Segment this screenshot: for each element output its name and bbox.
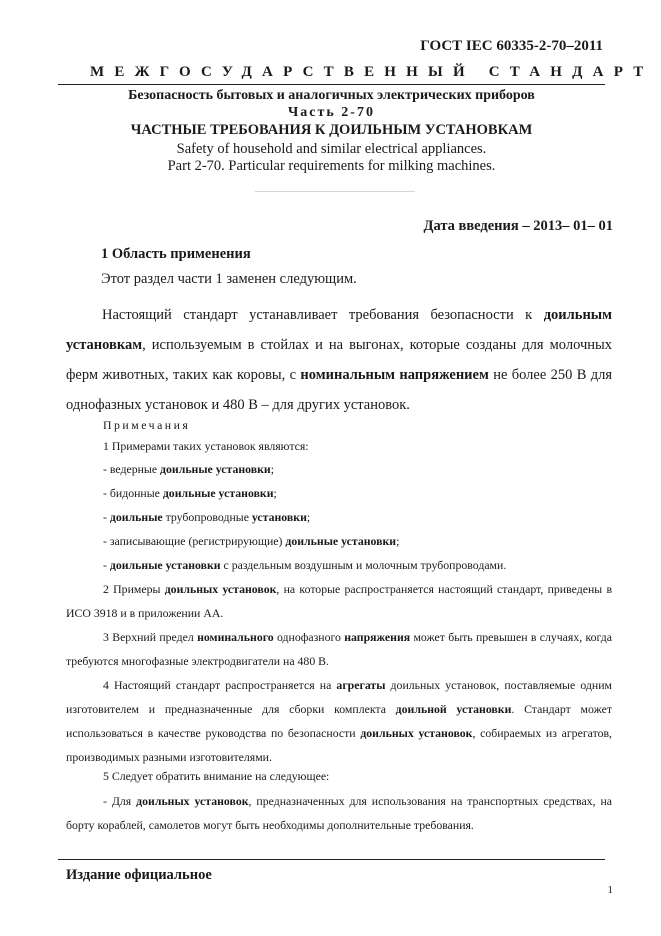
section-replaced-line: Этот раздел части 1 заменен следующим. [101,271,357,287]
note-4: 4 Настоящий стандарт распространяется на агрегаты доильных установок, поставляемые одним изготовителем и предназначенные для сборки комплекта доильной установки. Стандарт может использоваться в качестве руководства по безопасности доильных установок, собираемых из агрегатов, производимых разными изготовителями. [66,678,613,764]
section-heading: 1 Область применения [101,246,251,262]
official-edition-label: Издание официальное [66,867,212,883]
list-item: - доильные установки с раздельным воздушным и молочным трубопроводами. [103,558,507,572]
title-line-1: Безопасность бытовых и аналогичных электрических приборов [128,88,535,103]
note-5-item: - Для доильных установок, предназначенных для использования на транспортных средствах, на борту кораблей, самолетов могут быть необходимы дополнительные требования. [66,794,613,832]
faint-divider [255,191,415,192]
list-item: - ведерные доильные установки; [103,462,275,476]
list-item: - записывающие (регистрирующие) доильные установки; [103,534,400,548]
title-part: Часть 2-70 [288,105,375,120]
top-divider [58,84,605,85]
scope-paragraph: Настоящий стандарт устанавливает требования безопасности к доильным установкам, используемым в стойлах и на выгонах, которые созданы для молочных ферм животных, таких как коровы, с номинальным напряжением не более 250 В для однофазных установок и 480 В – для других установок. [66,307,613,413]
bottom-divider [58,859,605,860]
document-code: ГОСТ IEC 60335-2-70–2011 [420,38,603,54]
page-number: 1 [607,884,613,896]
introduction-date: Дата введения – 2013– 01– 01 [423,218,613,234]
notes-heading: Примечания [103,418,191,432]
interstate-standard-label: МЕЖГОСУДАРСТВЕННЫЙ СТАНДАРТ [90,64,654,80]
title-main: ЧАСТНЫЕ ТРЕБОВАНИЯ К ДОИЛЬНЫМ УСТАНОВКАМ [130,122,533,138]
note-5-intro: 5 Следует обратить внимание на следующее: [103,769,330,783]
list-item: - бидонные доильные установки; [103,486,277,500]
title-english-2: Part 2-70. Particular requirements for milking machines. [167,158,496,174]
note-1-intro: 1 Примерами таких установок являются: [103,439,309,453]
list-item: - доильные трубопроводные установки; [103,510,311,524]
title-english-1: Safety of household and similar electrical appliances. [176,141,487,157]
note-3: 3 Верхний предел номинального однофазного напряжения может быть превышен в случаях, когда требуются многофазные электродвигатели на 480 В. [66,630,612,668]
note-2: 2 Примеры доильных установок, на которые распространяется настоящий стандарт, приведены в ИСО 3918 и в приложении АА. [66,582,613,620]
